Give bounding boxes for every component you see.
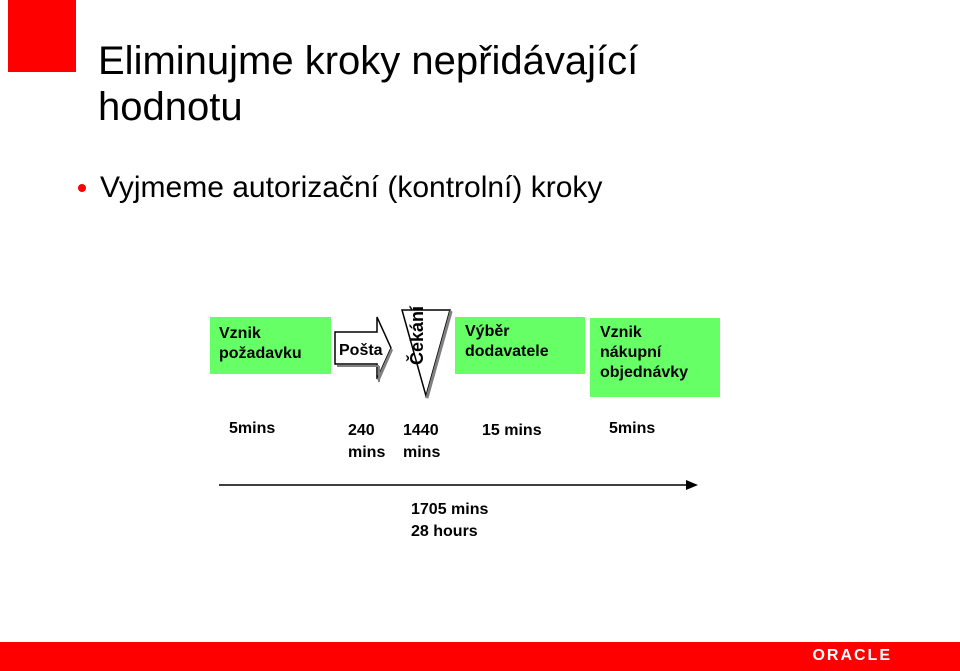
step-vznik-pozadavku	[210, 317, 331, 374]
time-step5: 5mins	[609, 420, 656, 437]
step5-line-1: Vznik	[600, 324, 642, 341]
step-cekani-label: Čekání	[407, 305, 427, 365]
step4-line-2: dodavatele	[465, 343, 549, 360]
total-mins: 1705 mins	[411, 501, 489, 518]
step-vyber-dodavatele	[455, 317, 585, 374]
slide-title	[98, 38, 898, 130]
step4-line-1: Výběr	[465, 323, 510, 340]
step5-line-3: objednávky	[600, 364, 689, 381]
step-posta-label: Pošta	[339, 342, 383, 359]
total-hours: 28 hours	[411, 523, 478, 540]
bullet-text: Vyjmeme autorizační (kontrolní) kroky	[100, 171, 603, 204]
total-time	[411, 499, 488, 543]
time-step4: 15 mins	[482, 422, 542, 439]
step1-line-2: požadavku	[219, 345, 302, 362]
step5-line-2: nákupní	[600, 344, 662, 361]
red-corner-square	[8, 0, 76, 72]
step1-line-1: Vznik	[219, 325, 261, 342]
time-step2: 240 mins	[348, 422, 386, 461]
oracle-logo: ORACLE	[812, 647, 892, 664]
title-line-1: Eliminujme kroky nepřidávající	[98, 39, 639, 83]
time-step1: 5mins	[229, 420, 276, 437]
bullet-dot-icon	[78, 184, 86, 192]
time-step3: 1440 mins	[403, 422, 441, 461]
timeline-arrow-icon	[218, 476, 700, 494]
step-vznik-objednavky	[590, 318, 720, 397]
title-line-2: hodnotu	[98, 85, 243, 129]
